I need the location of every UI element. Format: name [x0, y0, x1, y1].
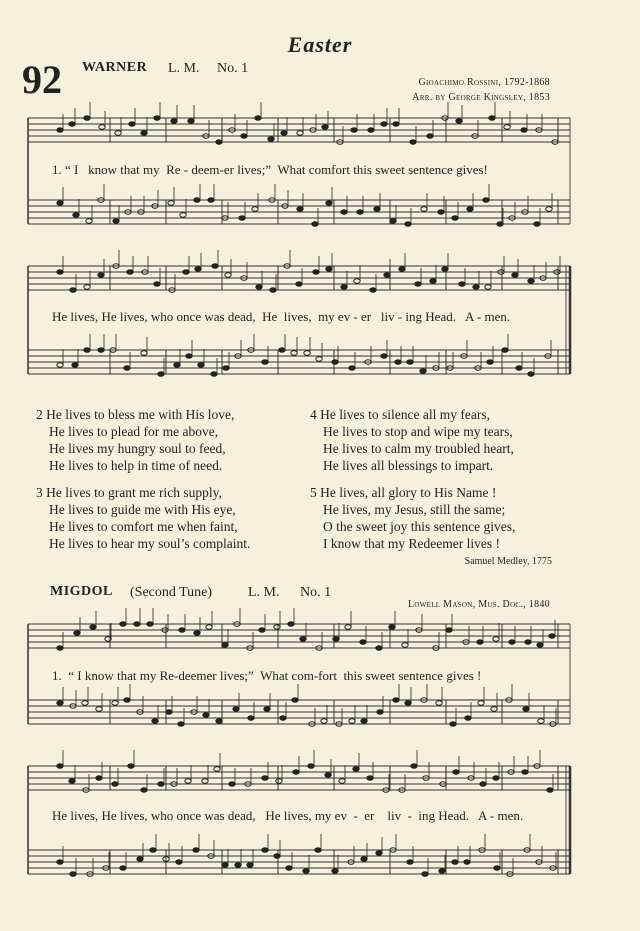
note-head [206, 625, 212, 630]
note-head [464, 860, 470, 865]
note-head [256, 285, 262, 290]
note-head [112, 701, 118, 706]
note-head [208, 198, 214, 203]
note-head [349, 719, 355, 724]
note-head [537, 643, 543, 648]
note-head [494, 866, 500, 871]
note-head [411, 764, 417, 769]
note-head [427, 134, 433, 139]
note-head [292, 698, 298, 703]
note-head [154, 282, 160, 287]
verse-line: 3 He lives to grant me rich supply, [36, 485, 222, 500]
note-head [158, 782, 164, 787]
note-head [222, 643, 228, 648]
note-head [528, 279, 534, 284]
note-head [446, 628, 452, 633]
note-head [315, 848, 321, 853]
note-head [473, 285, 479, 290]
note-head [297, 131, 303, 136]
arranger-credit: Arr. by George Kingsley, 1853 [412, 92, 550, 103]
note-head [57, 128, 63, 133]
verse-2 [36, 406, 234, 474]
note-head [274, 625, 280, 630]
note-head [436, 701, 442, 706]
note-head [229, 782, 235, 787]
note-head [186, 354, 192, 359]
tune-number: No. 1 [217, 61, 249, 76]
note-head [354, 279, 360, 284]
note-head [312, 222, 318, 227]
note-head [248, 716, 254, 721]
note-head [450, 722, 456, 727]
note-head [477, 640, 483, 645]
note-head [128, 764, 134, 769]
note-head [286, 866, 292, 871]
note-head [74, 631, 80, 636]
note-head [405, 222, 411, 227]
note-head [141, 131, 147, 136]
note-head [57, 270, 63, 275]
note-head [525, 640, 531, 645]
note-head [341, 285, 347, 290]
verse-line: He lives to comfort me when faint, [49, 519, 238, 534]
note-head [158, 372, 164, 377]
note-head [341, 210, 347, 215]
note-head [147, 622, 153, 627]
note-head [225, 273, 231, 278]
note-head [150, 848, 156, 853]
note-head [465, 716, 471, 721]
note-head [82, 701, 88, 706]
staff-bass-3 [28, 700, 570, 724]
note-head [390, 219, 396, 224]
verse-line: He lives to stop and wipe my tears, [323, 424, 513, 439]
note-head [522, 770, 528, 775]
note-head [202, 779, 208, 784]
note-head [84, 116, 90, 121]
note-head [70, 872, 76, 877]
note-head [288, 622, 294, 627]
verse-line: 2 He lives to bless me with His love, [36, 407, 235, 422]
verse-line: O the sweet joy this sentence gives, [323, 519, 516, 534]
note-head [493, 637, 499, 642]
note-head [152, 719, 158, 724]
note-head [279, 348, 285, 353]
note-head [262, 848, 268, 853]
hymn-author: Samuel Medley, 1775 [464, 556, 552, 567]
staff-treble-1 [28, 118, 570, 142]
note-head [178, 722, 184, 727]
note-head [485, 285, 491, 290]
note-head [453, 770, 459, 775]
note-head [57, 764, 63, 769]
note-head [247, 863, 253, 868]
note-head [233, 707, 239, 712]
note-head [316, 357, 322, 362]
note-head [430, 279, 436, 284]
note-head [421, 207, 427, 212]
note-head [90, 625, 96, 630]
note-head [127, 270, 133, 275]
note-head [407, 360, 413, 365]
note-head [293, 770, 299, 775]
note-head [274, 854, 280, 859]
note-head [168, 201, 174, 206]
second-tune-subtitle: (Second Tune) [130, 585, 213, 600]
note-head [528, 372, 534, 377]
note-head [395, 360, 401, 365]
hymn-number: 92 [22, 57, 62, 102]
note-head [523, 707, 529, 712]
note-head [70, 288, 76, 293]
note-head [376, 646, 382, 651]
note-head [452, 216, 458, 221]
second-tune-line2-lyric: He lives, He lives, who once was dead, He lives, my ev - er liv - ing Head. A - men. [52, 808, 524, 823]
note-head [99, 125, 105, 130]
note-head [239, 216, 245, 221]
note-head [493, 776, 499, 781]
note-head [546, 207, 552, 212]
note-head [124, 698, 130, 703]
note-head [357, 210, 363, 215]
verse-line: He lives my hungry soul to feed, [49, 441, 226, 456]
verse-5 [310, 484, 515, 552]
note-head [374, 207, 380, 212]
note-head [325, 773, 331, 778]
note-head [360, 640, 366, 645]
verse-3 [36, 484, 250, 552]
note-head [504, 125, 510, 130]
verse-line: He lives to guide me with His eye, [49, 502, 236, 517]
note-head [415, 282, 421, 287]
note-head [349, 366, 355, 371]
note-head [203, 713, 209, 718]
note-head [370, 288, 376, 293]
staff-treble-3 [28, 624, 570, 648]
note-head [407, 860, 413, 865]
note-head [361, 719, 367, 724]
verse-line: He lives all blessings to impart. [323, 458, 494, 473]
note-head [322, 125, 328, 130]
note-head [194, 631, 200, 636]
verse-line: He lives to plead for me above, [49, 424, 219, 439]
note-head [86, 219, 92, 224]
note-head [297, 207, 303, 212]
note-head [154, 116, 160, 121]
note-head [112, 782, 118, 787]
note-head [422, 872, 428, 877]
note-head [69, 122, 75, 127]
note-head [456, 119, 462, 124]
note-head [264, 707, 270, 712]
note-head [381, 354, 387, 359]
note-head [487, 360, 493, 365]
note-head [516, 366, 522, 371]
note-head [270, 288, 276, 293]
note-head [141, 788, 147, 793]
note-head [98, 273, 104, 278]
note-head [84, 285, 90, 290]
note-head [84, 348, 90, 353]
hymn-line1-lyric: 1. “ I know that my Re - deem-er lives;” What comfort this sweet sentence gives! [52, 162, 488, 177]
note-head [180, 213, 186, 218]
hymn-line2-lyric: He lives, He lives, who once was dead, He lives, my ev - er liv - ing Head. A - men. [52, 309, 511, 324]
note-head [367, 776, 373, 781]
note-head [459, 282, 465, 287]
note-head [179, 628, 185, 633]
note-head [137, 857, 143, 862]
note-head [332, 360, 338, 365]
note-head [255, 116, 261, 121]
note-head [326, 267, 332, 272]
second-tune-name: MIGDOL [50, 584, 113, 599]
note-head [185, 779, 191, 784]
staff-bass-1 [28, 200, 570, 224]
verse-line: He lives to calm my troubled heart, [323, 441, 514, 456]
note-head [57, 363, 63, 368]
note-head [478, 701, 484, 706]
note-head [538, 719, 544, 724]
note-head [281, 131, 287, 136]
note-head [57, 646, 63, 651]
note-head [280, 716, 286, 721]
note-head [376, 851, 382, 856]
note-head [166, 710, 172, 715]
verse-line: I know that my Redeemer lives ! [323, 536, 500, 551]
note-head [262, 360, 268, 365]
note-head [534, 222, 540, 227]
note-head [72, 363, 78, 368]
note-head [212, 264, 218, 269]
note-head [384, 273, 390, 278]
note-head [393, 122, 399, 127]
note-head [353, 767, 359, 772]
tune-meter: L. M. [168, 61, 200, 76]
note-head [214, 767, 220, 772]
note-head [241, 134, 247, 139]
note-head [195, 267, 201, 272]
note-head [410, 140, 416, 145]
note-head [113, 219, 119, 224]
note-head [547, 788, 553, 793]
note-head [402, 643, 408, 648]
note-head [521, 128, 527, 133]
note-head [69, 779, 75, 784]
note-head [467, 207, 473, 212]
note-head [223, 366, 229, 371]
second-tune-meter: L. M. [248, 585, 280, 600]
page-title: Easter [287, 32, 353, 57]
note-head [489, 116, 495, 121]
verse-line: He lives, my Jesus, still the same; [323, 502, 506, 517]
verse-4 [310, 406, 514, 474]
note-head [96, 707, 102, 712]
note-head [276, 779, 282, 784]
note-head [509, 640, 515, 645]
note-head [57, 701, 63, 706]
note-head [188, 119, 194, 124]
note-head [57, 201, 63, 206]
note-head [73, 213, 79, 218]
second-tune-composer: Lowell Mason, Mus. Doc., 1840 [407, 599, 550, 610]
note-head [235, 863, 241, 868]
note-head [183, 270, 189, 275]
note-head [193, 848, 199, 853]
note-head [480, 782, 486, 787]
note-head [303, 869, 309, 874]
note-head [332, 869, 338, 874]
note-head [129, 122, 135, 127]
note-head [222, 863, 228, 868]
verse-line: 5 He lives, all glory to His Name ! [310, 485, 497, 500]
verse-line: 4 He lives to silence all my fears, [310, 407, 490, 422]
note-head [438, 210, 444, 215]
note-head [268, 137, 274, 142]
note-head [141, 351, 147, 356]
note-head [491, 707, 497, 712]
note-head [512, 273, 518, 278]
note-head [452, 860, 458, 865]
note-head [176, 860, 182, 865]
note-head [377, 710, 383, 715]
note-head [57, 860, 63, 865]
note-head [368, 128, 374, 133]
note-head [174, 363, 180, 368]
note-head [381, 122, 387, 127]
second-tune-number: No. 1 [300, 585, 332, 600]
composer-credit: Gioachimo Rossini, 1792-1868 [418, 77, 550, 88]
note-head [194, 198, 200, 203]
note-head [304, 351, 310, 356]
note-head [351, 128, 357, 133]
note-head [361, 857, 367, 862]
note-head [98, 348, 104, 353]
note-head [502, 348, 508, 353]
note-head [216, 140, 222, 145]
note-head [120, 622, 126, 627]
tune-name: WARNER [82, 60, 148, 75]
note-head [420, 369, 426, 374]
note-head [405, 701, 411, 706]
note-head [442, 267, 448, 272]
verse-line: He lives to hear my soul’s complaint. [49, 536, 251, 551]
note-head [120, 866, 126, 871]
note-head [96, 776, 102, 781]
note-head [549, 634, 555, 639]
note-head [399, 267, 405, 272]
note-head [339, 779, 345, 784]
note-head [313, 270, 319, 275]
note-head [321, 719, 327, 724]
note-head [483, 198, 489, 203]
note-head [252, 207, 258, 212]
note-head [198, 363, 204, 368]
note-head [393, 698, 399, 703]
second-tune-line1-lyric: 1. “ I know that my Re-deemer lives;” What com-fort this sweet sentence gives ! [52, 668, 482, 683]
verse-line: He lives to help in time of need. [49, 458, 223, 473]
note-head [262, 776, 268, 781]
note-head [439, 869, 445, 874]
note-head [171, 119, 177, 124]
note-head [211, 372, 217, 377]
note-head [308, 764, 314, 769]
note-head [326, 201, 332, 206]
note-head [134, 622, 140, 627]
note-head [291, 351, 297, 356]
note-head [296, 282, 302, 287]
note-head [124, 366, 130, 371]
note-head [345, 625, 351, 630]
note-head [300, 637, 306, 642]
note-head [216, 719, 222, 724]
note-head [115, 131, 121, 136]
note-head [259, 628, 265, 633]
